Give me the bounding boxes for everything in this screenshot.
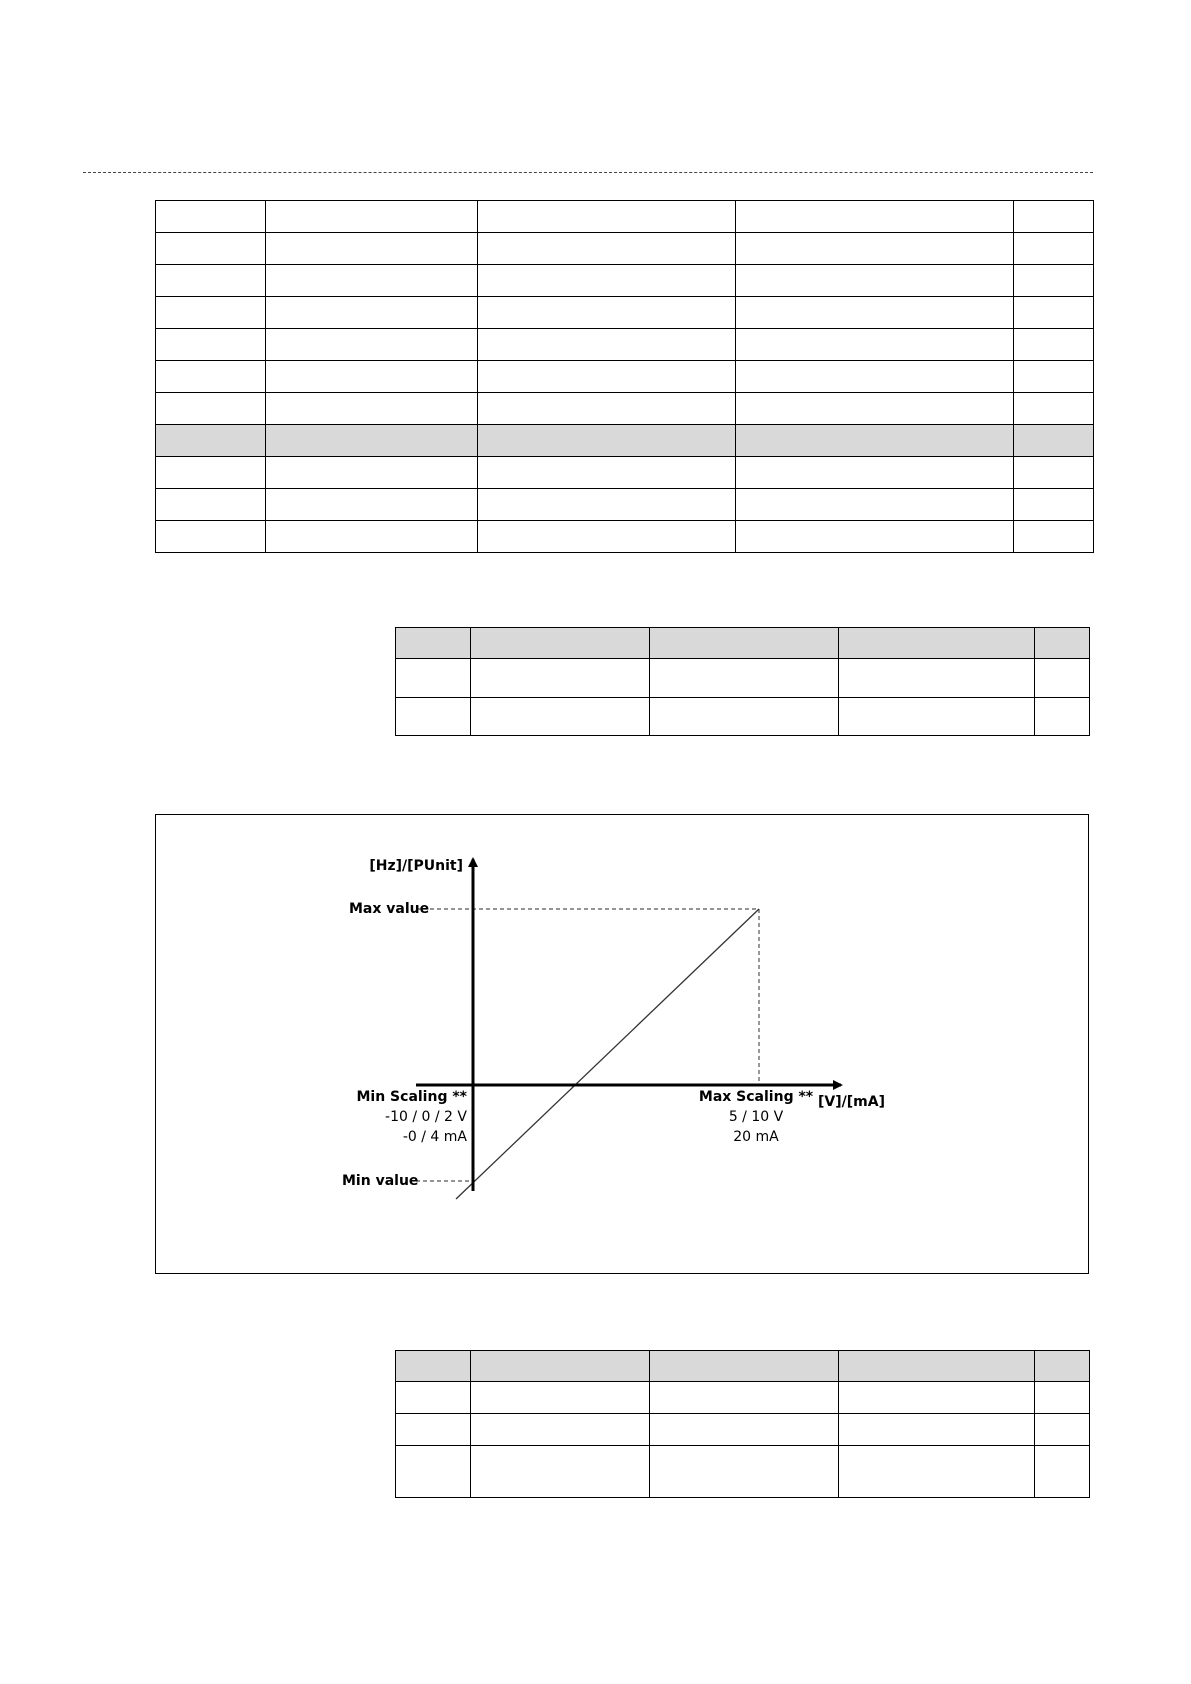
table-cell — [736, 201, 1014, 233]
table-cell — [156, 297, 266, 329]
table-row — [156, 425, 1094, 457]
table-cell — [396, 1351, 471, 1382]
table-cell — [266, 489, 478, 521]
table-cell — [471, 628, 650, 659]
table-cell — [736, 361, 1014, 393]
max-scaling-voltage-text: 5 / 10 V — [728, 1109, 784, 1125]
table-cell — [650, 1382, 839, 1414]
table-cell — [266, 201, 478, 233]
table-cell — [266, 393, 478, 425]
max-scaling-current-text: 20 mA — [733, 1129, 779, 1145]
table-cell — [650, 1414, 839, 1446]
table-cell — [736, 489, 1014, 521]
table-cell — [736, 425, 1014, 457]
table-cell — [1014, 233, 1094, 265]
table-cell — [396, 659, 471, 698]
min-scaling-label: Min Scaling ** — [356, 1089, 467, 1105]
parameter-table-bottom — [395, 1350, 1090, 1498]
table-cell — [478, 521, 736, 553]
table-cell — [478, 201, 736, 233]
x-axis-label: [V]/[mA] — [818, 1094, 885, 1110]
table-row — [156, 521, 1094, 553]
table-cell — [471, 1414, 650, 1446]
table-cell — [1014, 393, 1094, 425]
table-cell — [1035, 628, 1090, 659]
table-cell — [478, 393, 736, 425]
table-cell — [1014, 265, 1094, 297]
table-cell — [266, 329, 478, 361]
table-cell — [839, 1446, 1035, 1498]
scaling-function-line — [456, 909, 759, 1199]
table-row — [156, 201, 1094, 233]
table-cell — [736, 329, 1014, 361]
table-cell — [650, 698, 839, 736]
table-cell — [396, 698, 471, 736]
table-cell — [839, 1351, 1035, 1382]
table-cell — [478, 489, 736, 521]
table-cell — [396, 628, 471, 659]
table-row — [156, 329, 1094, 361]
table-cell — [1035, 1351, 1090, 1382]
header-dashed-rule — [83, 172, 1093, 173]
table-cell — [266, 233, 478, 265]
table-cell — [839, 628, 1035, 659]
table-cell — [1035, 1446, 1090, 1498]
table-cell — [736, 233, 1014, 265]
table-cell — [736, 297, 1014, 329]
table-cell — [478, 329, 736, 361]
table-cell — [1014, 329, 1094, 361]
table-row — [396, 628, 1090, 659]
table-cell — [1014, 457, 1094, 489]
max-value-label: Max value — [349, 901, 430, 917]
table-cell — [478, 233, 736, 265]
table-cell — [471, 1382, 650, 1414]
table-cell — [478, 361, 736, 393]
table-row — [396, 1351, 1090, 1382]
table-row — [156, 393, 1094, 425]
table-cell — [478, 457, 736, 489]
table-cell — [478, 265, 736, 297]
table-row — [396, 1382, 1090, 1414]
table-cell — [156, 425, 266, 457]
table-row — [156, 457, 1094, 489]
table-cell — [650, 1351, 839, 1382]
table-cell — [839, 659, 1035, 698]
table-cell — [1014, 297, 1094, 329]
table-cell — [1014, 201, 1094, 233]
table-cell — [471, 698, 650, 736]
table-cell — [1035, 1414, 1090, 1446]
table-row — [156, 233, 1094, 265]
table-cell — [650, 659, 839, 698]
table-cell — [156, 393, 266, 425]
table-row — [396, 698, 1090, 736]
table-cell — [1035, 698, 1090, 736]
table-cell — [266, 361, 478, 393]
table-cell — [156, 361, 266, 393]
table-cell — [839, 698, 1035, 736]
table-row — [396, 1414, 1090, 1446]
table-cell — [266, 297, 478, 329]
table-row — [156, 361, 1094, 393]
table-cell — [650, 628, 839, 659]
table-cell — [471, 1446, 650, 1498]
table-row — [156, 489, 1094, 521]
table-cell — [396, 1414, 471, 1446]
table-cell — [1035, 1382, 1090, 1414]
table-cell — [156, 201, 266, 233]
table-cell — [478, 297, 736, 329]
table-cell — [156, 489, 266, 521]
table-cell — [156, 265, 266, 297]
table-row — [396, 1446, 1090, 1498]
table-cell — [736, 393, 1014, 425]
table-cell — [478, 425, 736, 457]
table-cell — [1014, 521, 1094, 553]
table-cell — [736, 457, 1014, 489]
table-cell — [266, 425, 478, 457]
table-cell — [266, 457, 478, 489]
y-axis-label: [Hz]/[PUnit] — [369, 858, 463, 874]
table-cell — [396, 1446, 471, 1498]
table-cell — [266, 521, 478, 553]
table-cell — [156, 457, 266, 489]
table-row — [396, 659, 1090, 698]
table-cell — [156, 233, 266, 265]
table-cell — [471, 1351, 650, 1382]
table-cell — [736, 521, 1014, 553]
table-cell — [266, 265, 478, 297]
table-cell — [396, 1382, 471, 1414]
scaling-diagram-svg — [156, 815, 1090, 1275]
table-row — [156, 297, 1094, 329]
min-scaling-voltage-text: -10 / 0 / 2 V — [385, 1109, 467, 1125]
table-row — [156, 265, 1094, 297]
table-cell — [839, 1382, 1035, 1414]
parameter-table-middle — [395, 627, 1090, 736]
table-cell — [1014, 361, 1094, 393]
table-cell — [471, 659, 650, 698]
scaling-diagram — [155, 814, 1089, 1274]
min-value-label: Min value — [342, 1173, 419, 1189]
table-cell — [1014, 425, 1094, 457]
parameter-table-top — [155, 200, 1094, 553]
table-cell — [156, 521, 266, 553]
table-cell — [156, 329, 266, 361]
table-cell — [1035, 659, 1090, 698]
min-scaling-current-text: -0 / 4 mA — [402, 1129, 467, 1145]
max-scaling-label: Max Scaling ** — [698, 1089, 814, 1105]
table-cell — [736, 265, 1014, 297]
table-cell — [839, 1414, 1035, 1446]
table-cell — [650, 1446, 839, 1498]
table-cell — [1014, 489, 1094, 521]
